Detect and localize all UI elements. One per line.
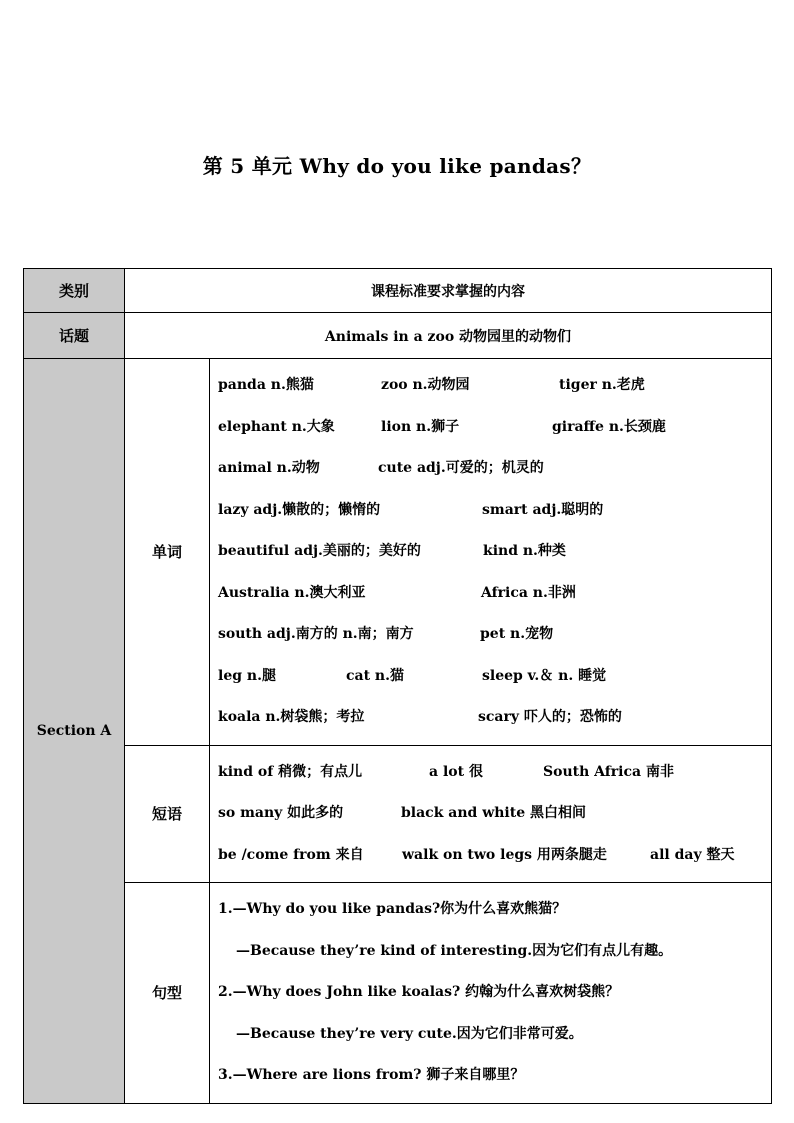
phrase-item: be /come from 来自 [218, 846, 364, 863]
vocab-item: koala n.树袋熊；考拉 [218, 709, 365, 725]
topic-row [24, 313, 772, 359]
phrases-row [24, 745, 772, 883]
topic-value: Animals in a zoo 动物园里的动物们 [125, 313, 772, 359]
sentence-line: —Because they’re very cute.因为它们非常可爱。 [236, 1025, 583, 1042]
vocab-content [210, 359, 772, 746]
vocab-line [218, 697, 763, 739]
vocab-line [218, 365, 763, 407]
phrase-line [218, 793, 763, 835]
vocab-item: elephant n.大象 [218, 418, 335, 435]
sentence-line: 1.—Why do you like pandas?你为什么喜欢熊猫？ [218, 901, 567, 917]
vocab-item: leg n.腿 [218, 667, 276, 684]
vocab-line [218, 531, 763, 573]
vocab-line [218, 407, 763, 449]
vocab-item: scary 吓人的；恐怖的 [478, 709, 622, 725]
content-header: 课程标准要求掌握的内容 [125, 269, 772, 313]
vocab-item: zoo n.动物园 [381, 377, 470, 393]
vocab-item: tiger n.老虎 [559, 377, 645, 393]
sentences-row [24, 883, 772, 1104]
phrase-item: kind of 稍微；有点儿 [218, 763, 363, 780]
vocab-line [218, 656, 763, 698]
phrase-item: walk on two legs 用两条腿走 [402, 846, 607, 863]
vocab-item: Africa n.非洲 [481, 584, 576, 601]
phrase-item: so many 如此多的 [218, 805, 344, 821]
vocab-line [218, 448, 763, 490]
phrase-line [218, 835, 763, 877]
content-table [23, 268, 772, 1104]
section-label: Section A [24, 359, 125, 1104]
sentences-label: 句型 [125, 883, 210, 1104]
vocab-item: panda n.熊猫 [218, 377, 314, 393]
phrase-item: a lot 很 [429, 763, 483, 780]
vocab-item: cute adj.可爱的；机灵的 [378, 460, 544, 476]
sentences-content [210, 883, 772, 1104]
vocab-item: smart adj.聪明的 [482, 501, 604, 518]
phrases-content [210, 745, 772, 883]
vocab-item: lion n.狮子 [381, 418, 460, 435]
vocab-item: sleep v.＆ n. 睡觉 [482, 667, 607, 684]
vocab-item: giraffe n.长颈鹿 [552, 418, 666, 435]
sentence-line: —Because they’re kind of interesting.因为它们有点儿有趣。 [236, 942, 673, 959]
vocab-row [24, 359, 772, 746]
vocab-item: pet n.宠物 [480, 626, 554, 642]
vocab-item: kind n.种类 [483, 543, 566, 559]
topic-label: 话题 [24, 313, 125, 359]
phrase-line [218, 752, 763, 794]
category-header: 类别 [24, 269, 125, 313]
phrase-item: all day 整天 [650, 846, 735, 863]
sentence-line: 3.—Where are lions from? 狮子来自哪里？ [218, 1067, 525, 1083]
vocab-line [218, 490, 763, 532]
page-title: 第 5 单元 Why do you like pandas？ [202, 154, 592, 178]
phrase-item: South Africa 南非 [543, 763, 674, 780]
phrase-item: black and white 黑白相间 [401, 805, 586, 821]
header-row [24, 269, 772, 313]
sentence-line: 2.—Why does John like koalas? 约翰为什么喜欢树袋熊？ [218, 984, 620, 1000]
vocab-item: Australia n.澳大利亚 [218, 584, 366, 601]
vocab-line [218, 573, 763, 615]
vocab-line [218, 614, 763, 656]
vocab-label: 单词 [125, 359, 210, 746]
vocab-item: beautiful adj.美丽的；美好的 [218, 543, 421, 559]
phrases-label: 短语 [125, 745, 210, 883]
vocab-item: south adj.南方的 n.南；南方 [218, 626, 414, 642]
vocab-item: lazy adj.懒散的；懒惰的 [218, 501, 381, 518]
vocab-item: animal n.动物 [218, 460, 320, 476]
vocab-item: cat n.猫 [346, 667, 404, 684]
